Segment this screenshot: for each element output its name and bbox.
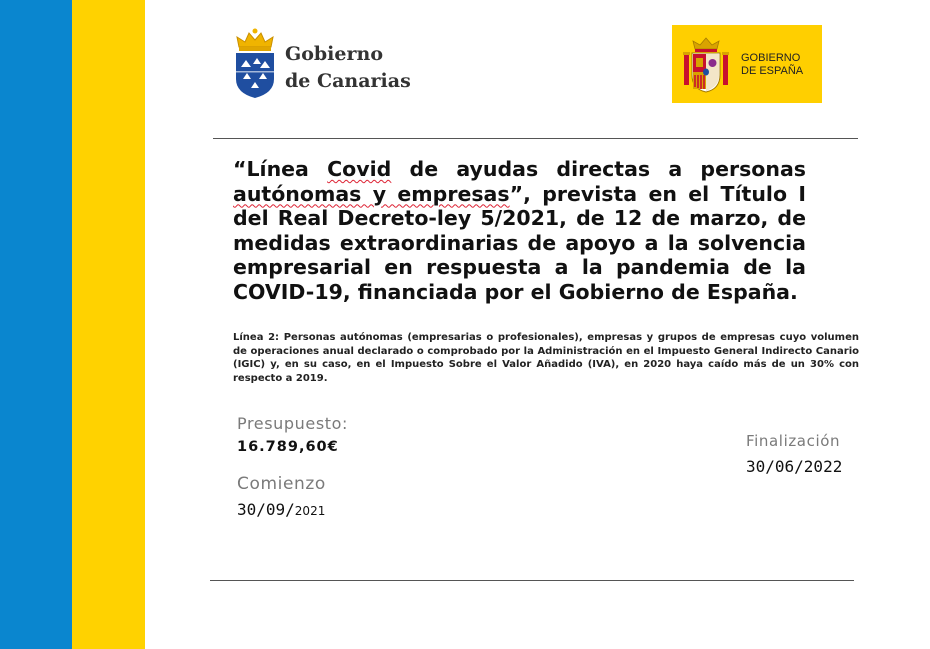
canarias-logo-line1: Gobierno: [285, 43, 383, 65]
gobierno-canarias-logo: [233, 27, 433, 103]
start-date-year: 2021: [294, 504, 326, 518]
end-label: Finalización: [746, 432, 841, 450]
line-description: Línea 2: Personas autónomas (empresarias o profesionales), empresas y grupos de empresas cuyo volumen de operaciones anual declarado o comprobado por la Administración en el Impuesto General Indirecto Canario (IGIC) y, en su caso, en el Impuesto Sobre el Valor Añadido (IVA), en 2020 haya caído más de un 30% con respecto a 2019.: [233, 332, 859, 384]
canarias-logo-text: [285, 41, 411, 95]
start-date-day-month: 30/09/: [237, 500, 295, 519]
canarias-crest-icon: [233, 27, 277, 99]
espana-logo-line2: DE ESPAÑA: [741, 65, 804, 77]
spain-coat-of-arms-icon: [683, 37, 729, 93]
title-spellcheck-word-1: Covid: [327, 157, 392, 181]
canarias-logo-line2: de Canarias: [285, 70, 411, 92]
gobierno-espana-logo: [672, 25, 822, 103]
start-label: Comienzo: [237, 474, 326, 494]
budget-label: Presupuesto:: [237, 414, 349, 433]
start-date-value: [237, 500, 325, 519]
end-date-value: 30/06/2022: [746, 457, 843, 476]
title-spellcheck-word-2: autónomas y empresas: [233, 181, 510, 206]
budget-value: 16.789,60€: [237, 439, 339, 455]
title-part-3: ”, prevista en el Título I del Real Decreto-ley 5/2021, de 12 de marzo, de medidas extraordinarias de apoyo a la solvencia empresarial en respuesta a la pandemia de la COVID-19, financiada por el Gobierno de España.: [233, 181, 806, 304]
title-part-1: “Línea: [233, 157, 328, 181]
bottom-divider: [210, 580, 854, 581]
side-stripe-yellow: [72, 0, 145, 649]
espana-logo-text: [741, 52, 803, 78]
espana-logo-line1: GOBIERNO: [741, 52, 801, 64]
title-part-2: de ayudas directas a personas: [391, 157, 807, 181]
side-stripe-blue: [0, 0, 72, 649]
document-title: [233, 157, 806, 304]
top-divider: [213, 138, 858, 139]
